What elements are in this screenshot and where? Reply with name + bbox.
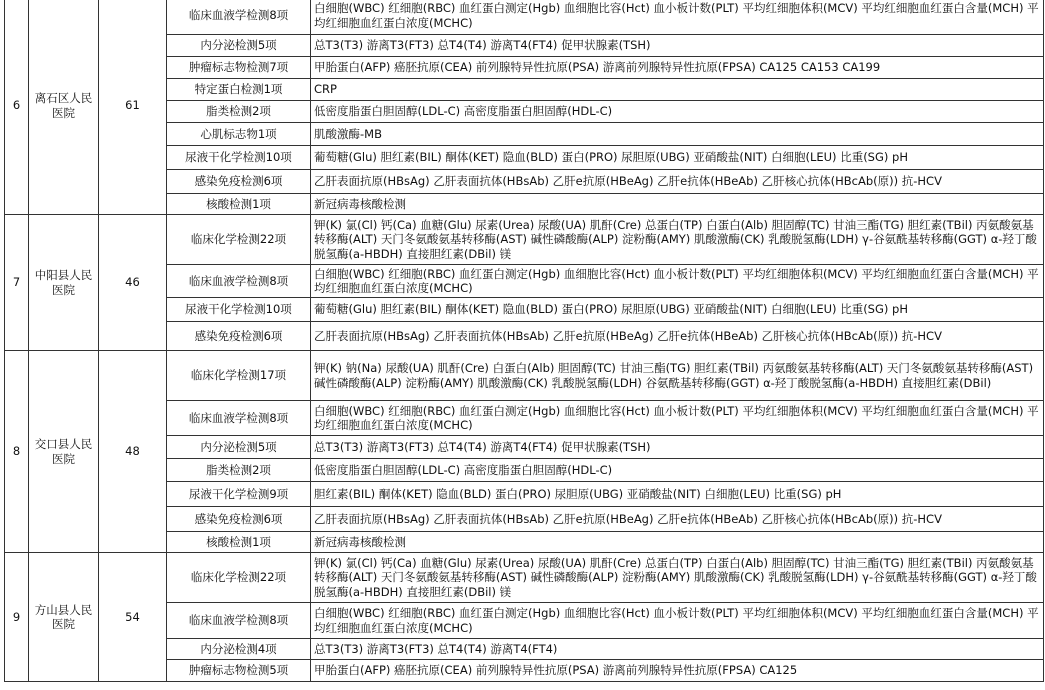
test-category: 临床化学检测17项 [167,351,311,401]
test-items: 钾(K) 钠(Na) 尿酸(UA) 肌酐(Cre) 白蛋白(Alb) 胆固醇(TC) 甘油三酯(TG) 胆红素(TBil) 丙氨酸氨基转移酶(ALT) 天门冬氨酸氨基转移酶(AST) 碱性磷酸酶(ALP) 淀粉酶(AMY) 肌酸激酶(CK) 乳酸脱氢酶(LDH) 谷氨酰基转移酶(GGT) α-羟丁酸脱氢酶(a-HBDH) 直接胆红素(DBil) [311,351,1044,401]
item-count: 54 [99,553,167,682]
row-number: 8 [5,351,29,553]
item-count: 61 [99,0,167,215]
item-count: 48 [99,351,167,553]
row-number: 9 [5,553,29,682]
table-row [5,553,1044,603]
table-row [5,351,1044,401]
test-items: 总T3(T3) 游离T3(FT3) 总T4(T4) 游离T4(FT4) 促甲状腺素(TSH) [311,436,1044,459]
test-items: 白细胞(WBC) 红细胞(RBC) 血红蛋白测定(Hgb) 血细胞比容(Hct) 血小板计数(PLT) 平均红细胞体积(MCV) 平均红细胞血红蛋白含量(MCH) 平均红细胞血红蛋白浓度(MCHC) [311,265,1044,298]
test-items: 总T3(T3) 游离T3(FT3) 总T4(T4) 游离T4(FT4) [311,639,1044,660]
test-items: 白细胞(WBC) 红细胞(RBC) 血红蛋白测定(Hgb) 血细胞比容(Hct) 血小板计数(PLT) 平均红细胞体积(MCV) 平均红细胞血红蛋白含量(MCH) 平均红细胞血红蛋白浓度(MCHC) [311,401,1044,436]
test-items: 葡萄糖(Glu) 胆红素(BIL) 酮体(KET) 隐血(BLD) 蛋白(PRO) 尿胆原(UBG) 亚硝酸盐(NIT) 白细胞(LEU) 比重(SG) pH [311,146,1044,170]
test-category: 肿瘤标志物检测7项 [167,57,311,79]
test-items: 低密度脂蛋白胆固醇(LDL-C) 高密度脂蛋白胆固醇(HDL-C) [311,459,1044,482]
test-items: 白细胞(WBC) 红细胞(RBC) 血红蛋白测定(Hgb) 血细胞比容(Hct) 血小板计数(PLT) 平均红细胞体积(MCV) 平均红细胞血红蛋白含量(MCH) 平均红细胞血红蛋白浓度(MCHC) [311,0,1044,35]
test-items: 甲胎蛋白(AFP) 癌胚抗原(CEA) 前列腺特异性抗原(PSA) 游离前列腺特异性抗原(FPSA) CA125 CA153 CA199 [311,57,1044,79]
test-items: 新冠病毒核酸检测 [311,532,1044,553]
test-category: 尿液干化学检测10项 [167,298,311,322]
test-items: 胆红素(BIL) 酮体(KET) 隐血(BLD) 蛋白(PRO) 尿胆原(UBG) 亚硝酸盐(NIT) 白细胞(LEU) 比重(SG) pH [311,482,1044,507]
test-items: 新冠病毒核酸检测 [311,194,1044,215]
test-category: 核酸检测1项 [167,532,311,553]
test-category: 肿瘤标志物检测5项 [167,660,311,682]
test-category: 感染免疫检测6项 [167,322,311,351]
test-category: 内分泌检测4项 [167,639,311,660]
test-category: 内分泌检测5项 [167,436,311,459]
item-count: 46 [99,215,167,351]
test-category: 脂类检测2项 [167,459,311,482]
hospital-name: 交口县人民医院 [29,351,99,553]
hospital-name: 离石区人民医院 [29,0,99,215]
test-category: 核酸检测1项 [167,194,311,215]
test-items: 乙肝表面抗原(HBsAg) 乙肝表面抗体(HBsAb) 乙肝e抗原(HBeAg) 乙肝e抗体(HBeAb) 乙肝核心抗体(HBcAb(原)) 抗-HCV [311,170,1044,194]
test-items: 总T3(T3) 游离T3(FT3) 总T4(T4) 游离T4(FT4) 促甲状腺素(TSH) [311,35,1044,57]
test-category: 特定蛋白检测1项 [167,79,311,101]
hospital-name: 方山县人民医院 [29,553,99,682]
table-row [5,0,1044,35]
hospital-name: 中阳县人民医院 [29,215,99,351]
test-category: 感染免疫检测6项 [167,507,311,532]
test-items: 钾(K) 氯(Cl) 钙(Ca) 血糖(Glu) 尿素(Urea) 尿酸(UA) 肌酐(Cre) 总蛋白(TP) 白蛋白(Alb) 胆固醇(TC) 甘油三酯(TG) 胆红素(TBil) 丙氨酸氨基转移酶(ALT) 天门冬氨酸氨基转移酶(AST) 碱性磷酸酶(ALP) 淀粉酶(AMY) 肌酸激酶(CK) 乳酸脱氢酶(LDH) γ-谷氨酰基转移酶(GGT) α-羟丁酸脱氢酶(a-HBDH) 直接胆红素(DBil) 镁 [311,553,1044,603]
test-category: 感染免疫检测6项 [167,170,311,194]
test-category: 临床血液学检测8项 [167,401,311,436]
test-category: 临床血液学检测8项 [167,603,311,639]
test-category: 内分泌检测5项 [167,35,311,57]
test-items: 肌酸激酶-MB [311,123,1044,146]
hospital-test-table [4,0,1044,682]
test-items: 甲胎蛋白(AFP) 癌胚抗原(CEA) 前列腺特异性抗原(PSA) 游离前列腺特异性抗原(FPSA) CA125 [311,660,1044,682]
test-category: 尿液干化学检测9项 [167,482,311,507]
test-category: 临床化学检测22项 [167,553,311,603]
test-items: CRP [311,79,1044,101]
test-category: 脂类检测2项 [167,101,311,123]
test-category: 临床化学检测22项 [167,215,311,265]
test-category: 临床血液学检测8项 [167,0,311,35]
row-number: 6 [5,0,29,215]
test-category: 临床血液学检测8项 [167,265,311,298]
test-category: 尿液干化学检测10项 [167,146,311,170]
test-items: 乙肝表面抗原(HBsAg) 乙肝表面抗体(HBsAb) 乙肝e抗原(HBeAg) 乙肝e抗体(HBeAb) 乙肝核心抗体(HBcAb(原)) 抗-HCV [311,507,1044,532]
row-number: 7 [5,215,29,351]
test-items: 钾(K) 氯(Cl) 钙(Ca) 血糖(Glu) 尿素(Urea) 尿酸(UA) 肌酐(Cre) 总蛋白(TP) 白蛋白(Alb) 胆固醇(TC) 甘油三酯(TG) 胆红素(TBil) 丙氨酸氨基转移酶(ALT) 天门冬氨酸氨基转移酶(AST) 碱性磷酸酶(ALP) 淀粉酶(AMY) 肌酸激酶(CK) 乳酸脱氢酶(LDH) γ-谷氨酰基转移酶(GGT) α-羟丁酸脱氢酶(a-HBDH) 直接胆红素(DBil) 镁 [311,215,1044,265]
test-items: 葡萄糖(Glu) 胆红素(BIL) 酮体(KET) 隐血(BLD) 蛋白(PRO) 尿胆原(UBG) 亚硝酸盐(NIT) 白细胞(LEU) 比重(SG) pH [311,298,1044,322]
test-items: 白细胞(WBC) 红细胞(RBC) 血红蛋白测定(Hgb) 血细胞比容(Hct) 血小板计数(PLT) 平均红细胞体积(MCV) 平均红细胞血红蛋白含量(MCH) 平均红细胞血红蛋白浓度(MCHC) [311,603,1044,639]
table-row [5,215,1044,265]
test-items: 乙肝表面抗原(HBsAg) 乙肝表面抗体(HBsAb) 乙肝e抗原(HBeAg) 乙肝e抗体(HBeAb) 乙肝核心抗体(HBcAb(原)) 抗-HCV [311,322,1044,351]
test-items: 低密度脂蛋白胆固醇(LDL-C) 高密度脂蛋白胆固醇(HDL-C) [311,101,1044,123]
test-category: 心肌标志物1项 [167,123,311,146]
